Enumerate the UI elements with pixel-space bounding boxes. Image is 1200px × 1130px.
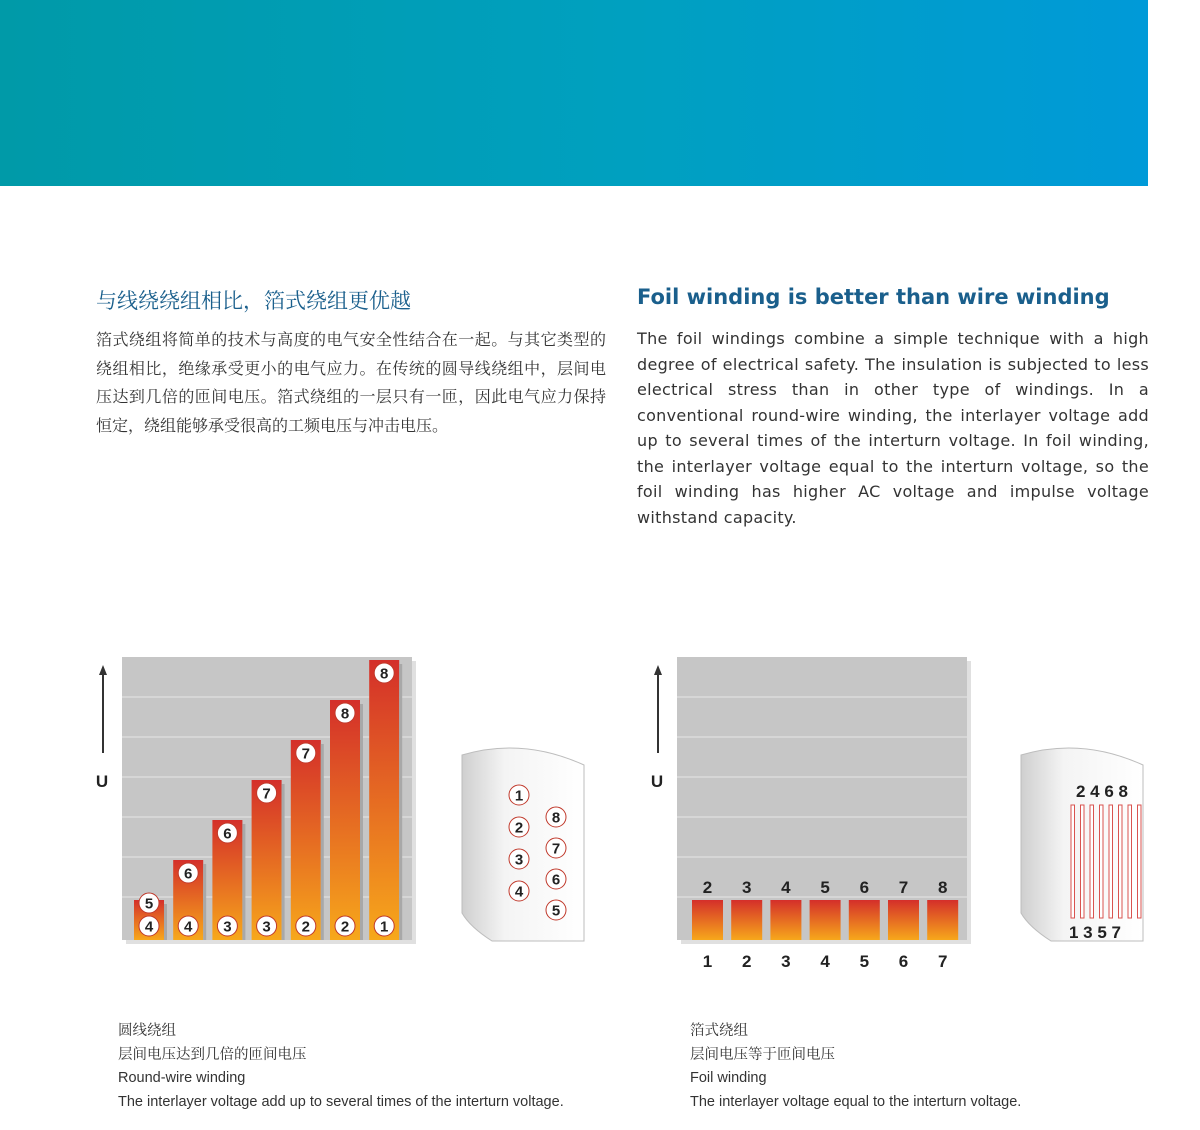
winding-marker-label: 6 — [551, 871, 561, 889]
bar-shadow — [321, 744, 324, 940]
caption-zh-text: 层间电压达到几倍的匝间电压 — [118, 1046, 307, 1063]
winding-marker-label: 6 — [184, 865, 193, 883]
bar-top-label: 6 — [859, 878, 870, 897]
y-axis-arrow-head — [654, 665, 662, 675]
bar — [291, 740, 321, 940]
bar-top-label: 5 — [820, 878, 830, 897]
bar-shadow — [360, 704, 363, 940]
winding-marker-label: 5 — [551, 902, 561, 920]
winding-marker-label: 4 — [144, 918, 154, 936]
round-wire-caption — [118, 1020, 564, 1114]
foil-strip — [1119, 805, 1123, 918]
x-tick-label: 1 — [702, 952, 713, 971]
foil-strip — [1128, 805, 1132, 918]
foil-caption — [690, 1020, 1021, 1114]
caption-en-text: The interlayer voltage add up to several times of the interturn voltage. — [118, 1093, 564, 1110]
winding-marker-label: 7 — [551, 840, 561, 858]
caption-en-title: Foil winding — [690, 1070, 767, 1086]
foil-strip — [1071, 805, 1075, 918]
caption-zh-title: 箔式绕组 — [690, 1023, 748, 1039]
foil-label-bottom: 1 3 5 7 — [1069, 923, 1121, 942]
round-wire-chart — [90, 645, 650, 965]
foil-winding-figure — [645, 645, 1200, 971]
foil-strip — [1090, 805, 1094, 918]
foil-strip — [1081, 805, 1085, 918]
bar-shadow — [242, 824, 245, 940]
zh-section-title: 与线绕绕组相比，箔式绕组更优越 — [96, 289, 411, 313]
bar — [849, 900, 880, 940]
x-tick-label: 3 — [781, 952, 791, 971]
foil-winding-chart — [645, 645, 1200, 971]
en-section-body: The foil windings combine a simple technique with a high degree of electrical safety. The insulation is subjected to less electrical stress than in other type of windings. In a conventional round-wire winding, the interlayer voltage add up to several times of the interturn voltage. In foil winding, the interlayer voltage equal to the interturn voltage, so the foil winding has higher AC voltage and impulse voltage withstand capacity. — [637, 329, 1149, 527]
winding-marker-label: 7 — [301, 745, 310, 763]
winding-marker-label: 8 — [551, 809, 561, 827]
header-banner — [0, 0, 1148, 186]
x-tick-label: 6 — [898, 952, 909, 971]
y-axis-arrow-head — [99, 665, 107, 675]
bar-shadow — [282, 784, 285, 940]
bar-shadow — [203, 864, 206, 940]
winding-marker-label: 5 — [144, 895, 154, 913]
foil-strip — [1109, 805, 1113, 918]
winding-marker-label: 4 — [514, 883, 524, 901]
bar — [731, 900, 762, 940]
caption-zh-text: 层间电压等于匝间电压 — [690, 1046, 835, 1063]
winding-marker-label: 2 — [514, 819, 524, 837]
foil-strip — [1138, 805, 1142, 918]
bar-top-label: 8 — [937, 878, 948, 897]
chart-panel — [677, 657, 967, 940]
caption-zh-title: 圆线绕组 — [118, 1023, 176, 1039]
foil-strip — [1100, 805, 1104, 918]
bar — [369, 660, 399, 940]
bar-top-label: 7 — [898, 878, 909, 897]
winding-marker-label: 2 — [340, 918, 350, 936]
winding-marker-label: 6 — [223, 825, 232, 843]
bar — [888, 900, 919, 940]
winding-marker-label: 7 — [262, 785, 271, 803]
bar-top-label: 3 — [741, 878, 752, 897]
y-axis-label: U — [95, 772, 109, 791]
x-tick-label: 4 — [820, 952, 830, 971]
bar-top-label: 2 — [702, 878, 713, 897]
winding-marker-label: 8 — [340, 705, 350, 723]
winding-marker-label: 2 — [301, 918, 310, 936]
zh-section-body: 箔式绕组将简单的技术与高度的电气安全性结合在一起。与其它类型的绕组相比，绝缘承受更小的电气应力。在传统的圆导线绕组中，层间电压达到几倍的匝间电压。箔式绕组的一层只有一匝，因此电气应力保持恒定，绕组能够承受很高的工频电压与冲击电压。 — [96, 330, 606, 435]
round-wire-winding-figure — [90, 645, 650, 965]
bar-top-label: 4 — [781, 878, 791, 897]
caption-en-text: The interlayer voltage equal to the interturn voltage. — [690, 1093, 1022, 1110]
bar — [692, 900, 723, 940]
bar — [330, 700, 360, 940]
x-tick-label: 2 — [741, 952, 752, 971]
winding-marker-label: 4 — [184, 918, 193, 936]
winding-marker-label: 3 — [223, 918, 232, 936]
bar-shadow — [399, 664, 402, 940]
bar — [927, 900, 958, 940]
y-axis-label: U — [650, 772, 664, 791]
en-section-title: Foil winding is better than wire winding — [637, 285, 1110, 309]
bar — [770, 900, 801, 940]
winding-marker-label: 3 — [262, 918, 271, 936]
bar-shadow — [164, 904, 167, 940]
x-tick-label: 5 — [859, 952, 870, 971]
caption-en-title: Round-wire winding — [118, 1070, 246, 1086]
foil-label-top: 2 4 6 8 — [1076, 782, 1128, 801]
winding-marker-label: 8 — [380, 665, 389, 683]
winding-marker-label: 1 — [380, 918, 389, 936]
winding-marker-label: 1 — [514, 787, 524, 805]
bar — [810, 900, 841, 940]
winding-marker-label: 3 — [514, 851, 524, 869]
x-tick-label: 7 — [937, 952, 948, 971]
